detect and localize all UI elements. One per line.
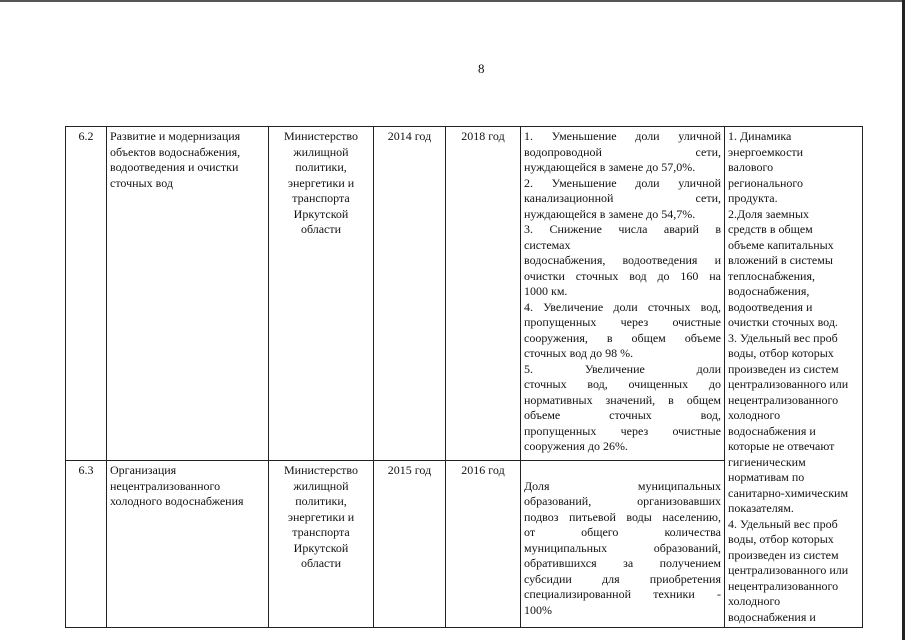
executor-line: транспорта: [292, 525, 350, 540]
indicator-line: нецентрализованного: [728, 578, 839, 593]
indicator-line: гигиеническим: [728, 454, 806, 469]
row-number: 6.2: [78, 129, 94, 143]
result-line: очистки сточных вод до 160 на: [524, 268, 721, 283]
result-line: [524, 463, 721, 479]
indicator-line: которые не отвечают: [728, 439, 835, 453]
start-year: 2014 год: [387, 129, 432, 143]
start-year-cell: [374, 127, 446, 461]
result-line: объеме сточных вод,: [524, 408, 721, 422]
result-line: водоснабжения, водоотведения и: [524, 253, 721, 267]
result-line: водопроводной сети,: [524, 144, 721, 159]
indicator-line: санитарно-химическим: [728, 485, 849, 500]
row-number: 6.3: [78, 463, 94, 478]
executor-line: Иркутской: [293, 540, 349, 555]
start-year-cell: [374, 461, 446, 628]
result-line: подвоз питьевой воды населению,: [524, 509, 721, 524]
measure-name-line: сточных вод: [110, 175, 173, 190]
indicator-line: валового: [728, 160, 774, 174]
executor-line: области: [300, 556, 342, 571]
executor-line: энергетики и: [287, 509, 355, 524]
result-line: 4. Увеличение доли сточных вод,: [524, 299, 721, 314]
executor-line: транспорта: [292, 191, 350, 205]
result-line: от общего количества: [524, 525, 721, 540]
result-line: пропущенных через очистные: [524, 423, 721, 438]
result-line: сточных вод, очищенных до: [524, 377, 721, 391]
result-line: 2. Уменьшение доли уличной: [524, 175, 721, 190]
end-year: 2016 год: [461, 463, 505, 478]
indicator-line: 3. Удельный вес проб: [728, 330, 838, 345]
indicator-line: регионального: [728, 175, 804, 190]
measure-name-cell: [107, 461, 269, 628]
indicator-line: средств в общем: [728, 222, 813, 236]
measure-name-cell: [107, 127, 269, 461]
result-line: 3. Снижение числа аварий в: [524, 222, 721, 236]
result-line: образований, организовавших: [524, 494, 721, 509]
indicator-line: нецентрализованного: [728, 392, 839, 407]
result-line: системах: [524, 237, 571, 252]
end-year-cell: [446, 461, 521, 628]
table-row: [66, 127, 863, 461]
executor-line: жилищной: [293, 144, 349, 159]
indicator-line: 4. Удельный вес проб: [728, 516, 838, 531]
row-number-cell: [66, 461, 107, 628]
indicator-line: холодного: [728, 408, 781, 422]
result-line: нормативных значений, в общем: [524, 392, 721, 407]
indicator-line: централизованного или: [728, 563, 849, 577]
measure-name-line: Организация: [110, 463, 177, 478]
measure-name-line: Развитие и модернизация: [110, 129, 241, 143]
result-line: сооружения, в общем объеме: [524, 330, 721, 345]
indicator-line: водоснабжения,: [728, 284, 810, 298]
executor-cell: [269, 461, 374, 628]
indicator-line: вложений в системы: [728, 253, 833, 267]
executor-line: области: [300, 222, 342, 236]
indicators-cell: [725, 127, 863, 628]
result-line: пропущенных через очистные: [524, 315, 721, 329]
end-year-cell: [446, 127, 521, 461]
executor-line: жилищной: [293, 478, 349, 493]
indicator-line: воды, отбор которых: [728, 346, 834, 360]
program-measures-table: [65, 126, 863, 628]
indicator-line: холодного: [728, 594, 781, 608]
result-line: сооружения до 26%.: [524, 439, 628, 453]
measure-name-line: холодного водоснабжения: [110, 494, 244, 509]
indicator-line: централизованного или: [728, 377, 849, 391]
result-line: 5. Увеличение доли: [524, 361, 721, 376]
indicator-line: нормативам по: [728, 470, 805, 484]
start-year: 2015 год: [387, 463, 432, 478]
indicator-line: произведен из систем: [728, 361, 839, 376]
result-line: 100%: [524, 602, 552, 617]
result-line: нуждающейся в замене до 54,7%.: [524, 206, 696, 221]
result-line: 1. Уменьшение доли уличной: [524, 129, 721, 143]
measure-name-line: объектов водоснабжения,: [110, 144, 241, 159]
indicator-line: водоснабжения и: [728, 609, 816, 624]
page-top-edge: [0, 0, 905, 2]
result-line: субсидии для приобретения: [524, 571, 721, 586]
result-line: обратившихся за получением: [524, 556, 721, 571]
executor-line: политики,: [295, 494, 347, 509]
result-line: нуждающейся в замене до 57,0%.: [524, 160, 696, 174]
executor-line: политики,: [295, 160, 347, 174]
indicator-line: показателям.: [728, 501, 794, 515]
result-line: муниципальных образований,: [524, 540, 721, 555]
expected-results-cell: [521, 127, 725, 461]
executor-line: энергетики и: [287, 175, 355, 190]
expected-results-cell: [521, 461, 725, 628]
indicator-line: очистки сточных вод.: [728, 315, 838, 329]
indicator-line: 2.Доля заемных: [728, 206, 810, 221]
result-line: сточных вод до 98 %.: [524, 346, 634, 360]
indicator-line: водоснабжения и: [728, 423, 816, 438]
measure-name-line: водоотведения и очистки: [110, 160, 239, 174]
end-year: 2018 год: [461, 129, 505, 143]
result-line: специализированной техники -: [524, 587, 721, 602]
indicator-line: энергоемкости: [728, 144, 804, 159]
executor-cell: [269, 127, 374, 461]
result-line: канализационной сети,: [524, 191, 721, 205]
indicator-line: продукта.: [728, 191, 778, 205]
indicator-line: 1. Динамика: [728, 129, 792, 143]
indicator-line: объеме капитальных: [728, 237, 834, 252]
measure-name-line: нецентрализованного: [110, 478, 221, 493]
indicator-line: водоотведения и: [728, 299, 813, 314]
page-number: 8: [478, 61, 485, 76]
result-line: Доля муниципальных: [524, 478, 721, 493]
indicator-line: воды, отбор которых: [728, 532, 834, 546]
executor-line: Министерство: [284, 463, 358, 478]
result-line: 1000 км.: [524, 284, 568, 298]
executor-line: Министерство: [284, 129, 358, 143]
row-number-cell: [66, 127, 107, 461]
executor-line: Иркутской: [293, 206, 349, 221]
indicator-line: произведен из систем: [728, 547, 839, 562]
indicator-line: теплоснабжения,: [728, 268, 815, 283]
